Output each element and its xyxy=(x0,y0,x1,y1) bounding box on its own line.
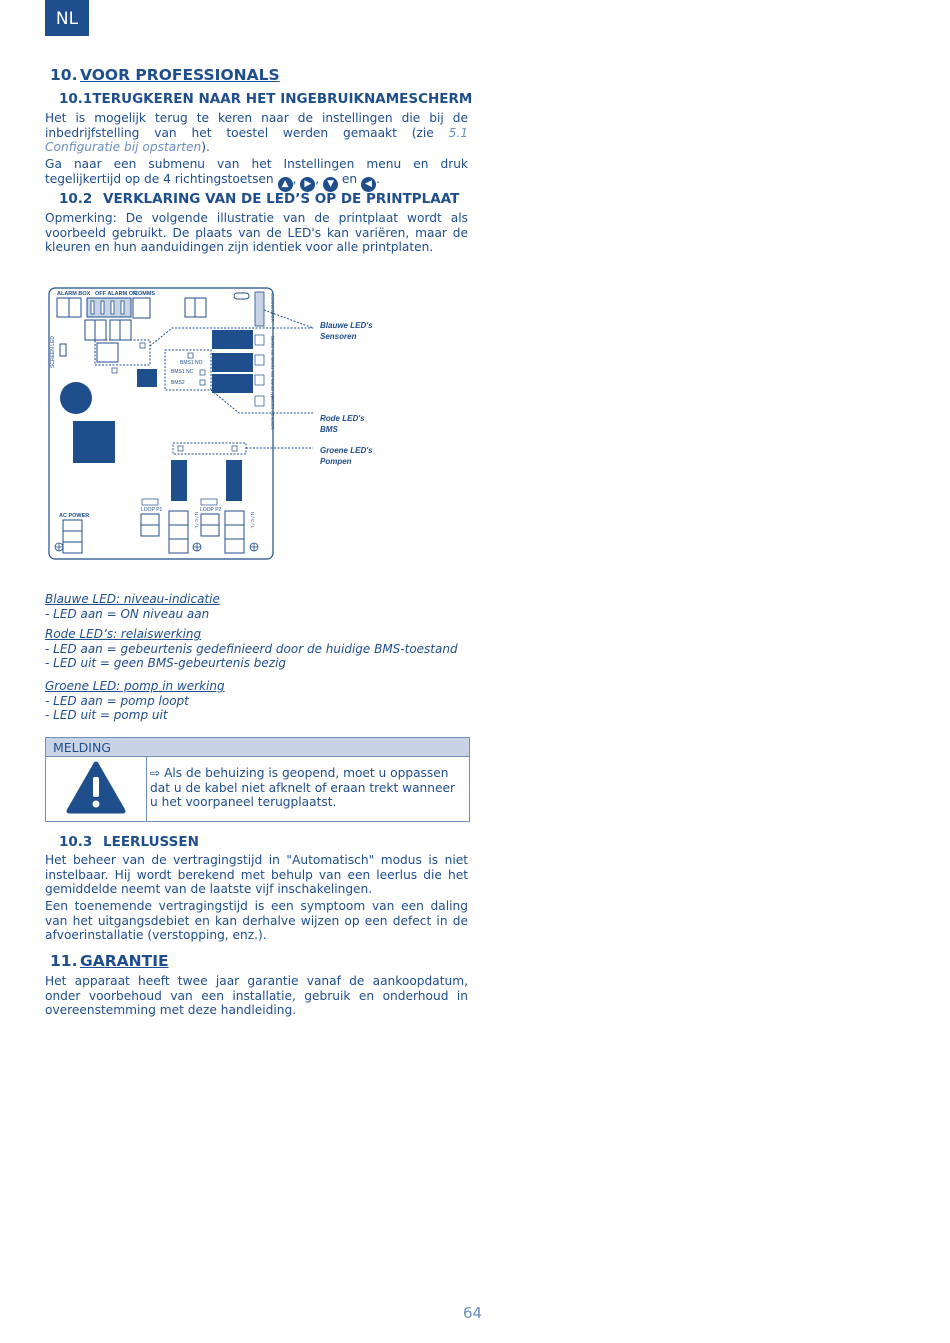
left-arrow-icon: ◀ xyxy=(361,177,376,192)
microcontroller xyxy=(137,369,157,387)
period: . xyxy=(376,171,380,186)
legend-blue-title: Blauwe LED: niveau-indicatie xyxy=(45,592,220,606)
callout-red-leds xyxy=(320,414,365,434)
sensor-connector xyxy=(255,292,264,326)
label-pump-1-pins: N / C / L xyxy=(194,512,199,529)
pump-relay-1 xyxy=(171,460,187,501)
warning-box xyxy=(45,737,470,822)
paragraph-pcb-note: Opmerking: De volgende illustratie van de printplaat wordt als voorbeeld gebruikt. De plaats van de LED's kan variëren, maar de kleuren en hun aanduidingen zijn identiek voor alle printplaten. xyxy=(45,211,468,255)
warning-icon-cell xyxy=(46,757,147,821)
paragraph-direction-keys xyxy=(45,157,468,192)
paragraph-warranty: Het apparaat heeft twee jaar garantie vanaf de aankoopdatum, onder voorbehoud van een installatie, gebruik en onderhoud in overeenstemming met deze handleiding. xyxy=(45,974,468,1018)
section-title: TERUGKEREN NAAR HET INGEBRUIKNAMESCHERM xyxy=(92,91,473,107)
label-right-bottom: PIEZO SENSOR xyxy=(270,396,275,430)
label-loop-p2: LOOP P2 xyxy=(200,507,222,513)
callout-red-line-1: Rode LED's xyxy=(320,414,365,423)
section-10-2-heading xyxy=(59,191,459,207)
section-number: 11. xyxy=(50,952,78,970)
warning-triangle-icon xyxy=(46,757,146,821)
legend-red-title: Rode LED’s: relaiswerking xyxy=(45,627,202,641)
legend-red-line: - LED aan = gebeurtenis gedefinieerd door de huidige BMS-toestand xyxy=(45,641,458,656)
legend-blue-line: - LED aan = ON niveau aan xyxy=(45,606,210,621)
legend-blue xyxy=(45,592,220,621)
pump-relay-2 xyxy=(226,460,242,501)
section-title: GARANTIE xyxy=(80,952,169,970)
pump-1-terminal xyxy=(169,511,188,553)
callout-green-line-1: Groene LED's xyxy=(320,446,373,455)
right-arrow-icon: ▶ xyxy=(300,177,315,192)
page-number: 64 xyxy=(463,1304,483,1322)
section-10-3-heading xyxy=(59,834,199,850)
callout-red-line-2: BMS xyxy=(320,425,338,434)
callout-green-leds xyxy=(320,446,373,466)
green-led-2 xyxy=(232,446,237,451)
section-title: LEERLUSSEN xyxy=(103,834,199,850)
legend-green-line: - LED uit = pomp uit xyxy=(45,708,168,722)
transformer xyxy=(73,421,115,463)
callout-blue-leds xyxy=(320,321,373,341)
cross-reference: 5.1 Configuratie bij opstarten xyxy=(45,125,468,155)
label-bms2: BMS2 xyxy=(171,380,185,386)
legend-green xyxy=(45,679,225,723)
capacitor xyxy=(60,382,92,414)
red-led-3 xyxy=(200,380,205,385)
legend-green-title: Groene LED: pomp in werking xyxy=(45,679,225,693)
section-title: VOOR PROFESSIONALS xyxy=(80,66,280,84)
ac-power-terminal xyxy=(63,520,82,553)
paragraph-text: Ga naar een submenu van het Instellingen menu en druk tegelijkertijd op de 4 richtingstoetsen xyxy=(45,157,468,186)
separator: , xyxy=(315,171,324,186)
label-ac-power: AC POWER xyxy=(59,513,90,519)
warning-heading: MELDING xyxy=(46,738,469,757)
section-11-heading xyxy=(50,952,169,970)
pcb-diagram xyxy=(40,280,460,570)
callout-blue-line-1: Blauwe LED's xyxy=(320,321,373,330)
label-bms1-nc: BMS1 NC xyxy=(171,369,194,375)
label-screen-led: SCREEN LED xyxy=(50,336,56,368)
section-title: VERKLARING VAN DE LED’S OP DE PRINTPLAAT xyxy=(103,191,460,207)
section-number: 10.2 xyxy=(59,191,93,207)
section-number: 10. xyxy=(50,66,78,84)
legend-red xyxy=(45,627,458,671)
label-alarm-box: ALARM BOX xyxy=(57,291,91,297)
label-pump-2-pins: N / C / L xyxy=(250,512,255,529)
paragraph-text: Het is mogelijk terug te keren naar de instellingen die bij de inbedrijfstelling van het toestel werden gemaakt (zie xyxy=(45,111,468,140)
label-right-mid: BMS1 NC BMS1 NO BMS2 NO xyxy=(270,336,275,400)
down-arrow-icon: ▼ xyxy=(323,177,338,192)
green-led-1 xyxy=(178,446,183,451)
relay-1 xyxy=(212,330,253,349)
language-tab: NL xyxy=(45,0,89,36)
callout-blue-line-2: Sensoren xyxy=(320,332,357,341)
paragraph-text: ). xyxy=(201,140,210,155)
separator: , xyxy=(292,171,301,186)
section-10-1-heading xyxy=(59,91,472,107)
relay-2 xyxy=(212,353,253,372)
legend-green-line: - LED aan = pomp loopt xyxy=(45,693,189,708)
label-off-alarm-on: OFF ALARM ON xyxy=(95,291,137,297)
label-right-top: CONNECTOR xyxy=(270,293,275,322)
paragraph-delay-symptom: Een toenemende vertragingstijd is een symptoom van een daling van het uitgangsdebiet en kan derhalve wijzen op een defect in de afvoerinstallatie (verstopping, enz.). xyxy=(45,899,468,943)
section-10-heading xyxy=(50,66,280,84)
section-number: 10.3 xyxy=(59,834,93,850)
red-led-2 xyxy=(200,370,205,375)
label-bms1-no: BMS1 NO xyxy=(180,360,203,366)
red-led-1 xyxy=(188,353,193,358)
legend-red-line: - LED uit = geen BMS-gebeurtenis bezig xyxy=(45,656,287,670)
paragraph-learning-loop: Het beheer van de vertragingstijd in "Automatisch" modus is niet instelbaar. Hij wordt berekend met behulp van een leerlus die het gemiddelde neemt van de laatste vijf inschakelingen. xyxy=(45,853,468,897)
conjunction: en xyxy=(338,171,362,186)
section-number: 10.1 xyxy=(59,91,93,107)
label-loop-p1: LOOP P1 xyxy=(141,507,163,513)
blue-led xyxy=(140,343,145,348)
warning-text: ⇨ Als de behuizing is geopend, moet u oppassen dat u de kabel niet afknelt of eraan trekt wanneer u het voorpaneel terugplaatst. xyxy=(150,766,455,810)
paragraph-restore xyxy=(45,111,468,155)
callout-green-line-2: Pompen xyxy=(320,457,352,466)
up-arrow-icon: ▲ xyxy=(278,177,293,192)
label-comms: COMMS xyxy=(134,291,156,297)
pump-2-terminal xyxy=(225,511,244,553)
relay-3 xyxy=(212,374,253,393)
